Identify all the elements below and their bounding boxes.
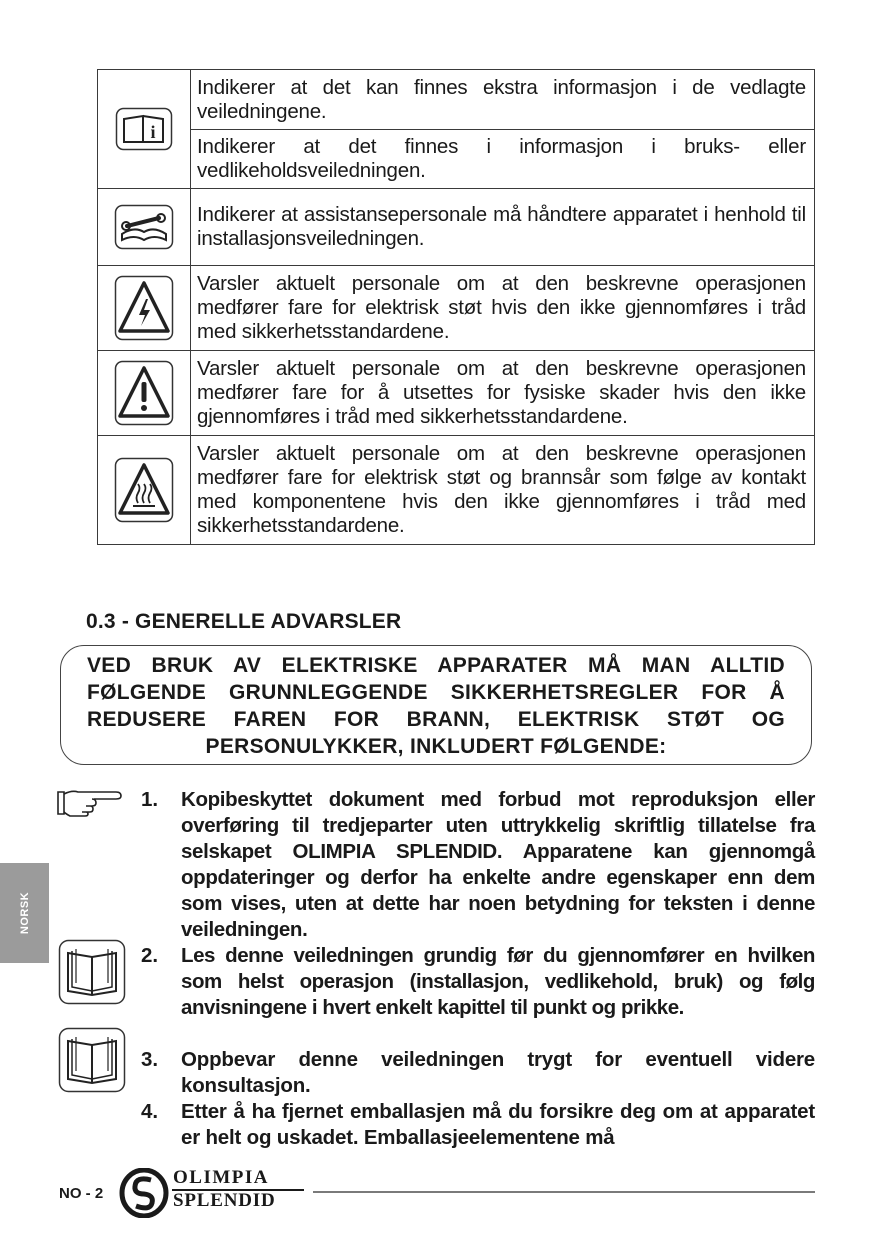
table-row [98,351,815,436]
item-number: 1. [141,788,159,811]
symbol-description: Indikerer at assistansepersonale må håndtere apparatet i henhold til installasjonsveiledningen. [191,189,815,266]
icon-cell [98,351,191,436]
table-row [98,266,815,351]
list-item [141,1047,815,1099]
item-number: 3. [141,1048,159,1071]
manual-book-icon [58,1027,126,1093]
hot-surface-icon [114,457,174,523]
pointing-hand-icon [56,786,124,818]
symbol-description: Varsler aktuelt personale om at den beskrevne operasjonen medfører fare for å utsettes for fysiske skader hvis den ikke gjennomføres i tråd med sikkerhetsstandardene. [191,351,815,436]
list-item [141,943,815,1021]
general-warning-icon [114,360,174,426]
icon-cell [98,70,191,189]
symbol-description: Varsler aktuelt personale om at den beskrevne operasjonen medfører fare for elektrisk støt hvis den ikke gjennomføres i tråd med sikkerhetsstandardene. [191,266,815,351]
info-book-icon [115,107,173,151]
olimpia-splendid-logo-icon [118,1168,170,1218]
section-title: 0.3 - GENERELLE ADVARSLER [86,610,402,633]
warning-box: VED BRUK AV ELEKTRISKE APPARATER MÅ MAN ALLTID FØLGENDE GRUNNLEGGENDE SIKKERHETSREGLER FOR Å REDUSERE FAREN FOR BRANN, ELEKTRISK STØT OG PERSONULYKKER, INKLUDERT FØLGENDE: [60,645,812,765]
item-number: 2. [141,944,159,967]
table-row [98,70,815,130]
item-text: Oppbevar denne veiledningen trygt for eventuell videre konsultasjon. [181,1048,815,1097]
symbol-description: Indikerer at det finnes i informasjon i bruks- eller vedlikeholdsveiledningen. [191,130,815,189]
page-number: NO - 2 [59,1185,104,1202]
icon-cell [98,436,191,545]
symbol-description: Indikerer at det kan finnes ekstra informasjon i de vedlagte veiledningene. [191,70,815,130]
electric-hazard-icon [114,275,174,341]
list-item [141,787,815,943]
item-text: Kopibeskyttet dokument med forbud mot reproduksjon eller overføring til tredjeparter uten uttrykkelig skriftlig tillatelse fra selskapet OLIMPIA SPLENDID. Apparatene kan gjennomgå oppdateringer og derfor ha enkelte andre egenskaper enn dem som vises, uten at dette har noen betydning for teksten i denne veiledningen. [181,788,815,941]
wrench-book-icon [114,204,174,250]
table-row [98,436,815,545]
language-tab-label: NORSK [18,891,31,935]
icon-cell [98,266,191,351]
item-text: Les denne veiledningen grundig før du gjennomfører en hvilken som helst operasjon (installasjon, vedlikehold, bruk) og følg anvisningene i hvert enkelt kapittel til punkt og prikke. [181,944,815,1019]
footer-rule [313,1191,815,1193]
table-row [98,189,815,266]
list-item [141,1099,815,1151]
symbol-description: Varsler aktuelt personale om at den beskrevne operasjonen medfører fare for elektrisk støt og brannsår som følge av kontakt med komponentene hvis den ikke gjennomføres i tråd med sikkerhetsstandardene. [191,436,815,545]
item-number: 4. [141,1100,159,1123]
brand-name-line1: OLIMPIA [173,1167,269,1188]
symbol-legend-table [97,69,815,545]
manual-book-icon [58,939,126,1005]
language-tab [0,863,49,963]
icon-cell [98,189,191,266]
brand-name-line2: SPLENDID [173,1190,276,1211]
item-text: Etter å ha fjernet emballasjen må du forsikre deg om at apparatet er helt og uskadet. Emballasjeelementene må [181,1100,815,1149]
svg-text:i: i [150,122,156,142]
table-row [98,130,815,189]
